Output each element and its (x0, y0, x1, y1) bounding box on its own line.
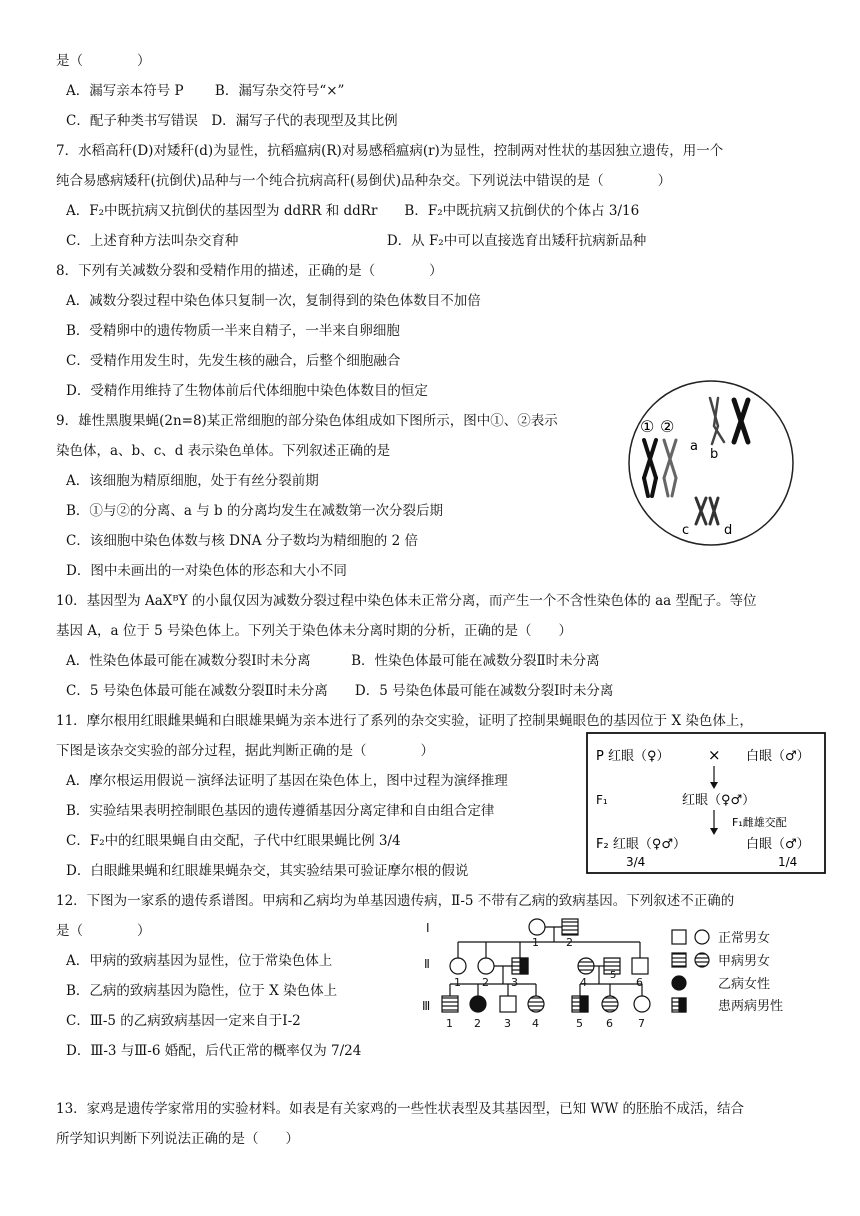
q8-option-d: D．受精作用维持了生物体前后代体细胞中染色体数目的恒定 (66, 383, 428, 399)
q6-options-cd: C．配子种类书写错误 D．漏写子代的表现型及其比例 (66, 113, 398, 129)
ratio-red: 3/4 (626, 855, 646, 869)
chromosome-cd (696, 498, 718, 524)
III-1-number: 1 (446, 1017, 453, 1030)
chromosome-2 (664, 440, 676, 496)
III-4-number: 4 (532, 1017, 539, 1030)
q8-option-b: B．受精卵中的遗传物质一半来自精子，一半来自卵细胞 (66, 323, 400, 339)
q12-option-a: A．甲病的致病基因为显性，位于常染色体上 (66, 953, 333, 969)
q12-stem-2: 是（ ） (56, 923, 151, 939)
III-3-number: 3 (504, 1017, 511, 1030)
II-2-number: 2 (482, 976, 489, 989)
q11-stem: 11．摩尔根用红眼雌果蝇和白眼雄果蝇为亲本进行了系列的杂交实验，证明了控制果蝇眼色的基因位于 X 染色体上， (56, 713, 753, 729)
III-7-number: 7 (638, 1017, 645, 1030)
ratio-white: 1/4 (778, 855, 798, 869)
q7-stem-2: 纯合易感病矮秆(抗倒伏)品种与一个纯合抗病高秆(易倒伏)品种杂交。下列说法中错误的是（ ） (56, 173, 672, 189)
chromosome-1 (644, 440, 656, 496)
chromosome-ab (710, 398, 724, 444)
q9-option-a: A．该细胞为精原细胞，处于有丝分裂前期 (66, 473, 319, 489)
II-1-number: 1 (454, 976, 461, 989)
q8-option-c: C．受精作用发生时，先发生核的融合，后整个细胞融合 (66, 353, 401, 369)
label-chromosome-1: ① (640, 417, 655, 436)
q9-option-b: B．①与②的分离、a 与 b 的分离均发生在减数第一次分裂后期 (66, 503, 443, 519)
p-red-eye: P 红眼（♀） (596, 749, 670, 764)
III-3-male (500, 996, 516, 1012)
I-1-female (529, 919, 545, 935)
gen-I-label: Ⅰ (426, 921, 430, 935)
f1-label: F₁ (596, 793, 608, 807)
label-chromatid-d: d (724, 523, 733, 538)
q10-options-ab: A．性染色体最可能在减数分裂Ⅰ时未分离 B．性染色体最可能在减数分裂Ⅱ时未分离 (66, 653, 600, 669)
label-chromosome-2: ② (660, 417, 675, 436)
III-1-male-disease-a (442, 996, 458, 1012)
q9-option-c: C．该细胞中染色体数与核 DNA 分子数均为精细胞的 2 倍 (66, 533, 418, 549)
III-7-female (634, 996, 650, 1012)
f2-red-eye: F₂ 红眼（♀♂） (596, 837, 686, 852)
p-white-eye: 白眼（♂） (746, 749, 810, 764)
III-2-number: 2 (474, 1017, 481, 1030)
III-6-female-disease-a (602, 996, 618, 1012)
q10-options-cd: C．5 号染色体最可能在减数分裂Ⅱ时未分离 D．5 号染色体最可能在减数分裂Ⅰ时未分离 (66, 683, 614, 699)
II-4-number: 4 (580, 976, 587, 989)
q9-option-d: D．图中未画出的一对染色体的形态和大小不同 (66, 563, 347, 579)
q12-option-b: B．乙病的致病基因为隐性，位于 X 染色体上 (66, 983, 338, 999)
q9-stem: 9．雄性黑腹果蝇(2n=8)某正常细胞的部分染色体组成如下图所示，图中①、②表示 (56, 413, 558, 429)
II-6-number: 6 (636, 976, 643, 989)
q7-stem: 7．水稻高秆(D)对矮秆(d)为显性，抗稻瘟病(R)对易感稻瘟病(r)为显性，控制两对性状的基因独立遗传，用一个 (56, 143, 724, 159)
III-4-female-disease-a (528, 996, 544, 1012)
II-2-female (478, 958, 494, 974)
chromosome-dark-right (734, 400, 748, 442)
q11-option-a: A．摩尔根运用假说－演绎法证明了基因在染色体上，图中过程为演绎推理 (66, 773, 508, 789)
gen-II-label: Ⅱ (424, 957, 430, 971)
q10-stem: 10．基因型为 AaXᴮY 的小鼠仅因为减数分裂过程中染色体未正常分离，而产生一个不含性染色体的 aa 型配子。等位 (56, 593, 757, 609)
q12-stem: 12．下图为一家系的遗传系谱图。甲病和乙病均为单基因遗传病，Ⅱ-5 不带有乙病的致病基因。下列叙述不正确的 (56, 893, 735, 909)
f1-red-eye: 红眼（♀♂） (682, 793, 756, 808)
q10-stem-2: 基因 A，a 位于 5 号染色体上。下列关于染色体未分离时期的分析，正确的是（ ） (56, 623, 573, 639)
q9-stem-2: 染色体，a、b、c、d 表示染色单体。下列叙述正确的是 (56, 443, 391, 459)
q12-option-d: D．Ⅲ-3 与Ⅲ-6 婚配，后代正常的概率仅为 7/24 (66, 1043, 362, 1059)
q11-option-d: D．白眼雌果蝇和红眼雄果蝇杂交，其实验结果可验证摩尔根的假说 (66, 863, 469, 879)
legend-disease-b: 乙病女性 (718, 977, 771, 992)
q6-stem-end: 是（ ） (56, 53, 151, 69)
I-2-number: 2 (566, 936, 573, 949)
I-1-number: 1 (532, 936, 539, 949)
cell-diagram (626, 378, 796, 548)
q11-stem-2: 下图是该杂交实验的部分过程，据此判断正确的是（ ） (56, 743, 434, 759)
II-5-number: 5 (610, 970, 617, 981)
III-5-number: 5 (576, 1017, 583, 1030)
I-2-male-disease-a (562, 919, 578, 935)
legend-both: 患两病男性 (718, 999, 784, 1014)
gen-III-label: Ⅲ (422, 999, 431, 1013)
q11-option-b: B．实验结果表明控制眼色基因的遗传遵循基因分离定律和自由组合定律 (66, 803, 495, 819)
III-2-female-disease-b (470, 996, 486, 1012)
cross-symbol: × (708, 746, 721, 764)
q13-stem: 13．家鸡是遗传学家常用的实验材料。如表是有关家鸡的一些性状表型及其基因型，已知 WW 的胚胎不成活，结合 (56, 1101, 745, 1117)
II-6-male (632, 958, 648, 974)
label-chromatid-b: b (710, 447, 719, 462)
q7-options-ab: A．F₂中既抗病又抗倒伏的基因型为 ddRR 和 ddRr B．F₂中既抗病又抗倒伏的个体占 3/16 (66, 203, 640, 219)
q8-option-a: A．减数分裂过程中染色体只复制一次，复制得到的染色体数目不加倍 (66, 293, 481, 309)
cross-diagram (586, 732, 826, 874)
II-1-female (450, 958, 466, 974)
label-chromatid-c: c (682, 523, 690, 538)
q8-stem: 8．下列有关减数分裂和受精作用的描述，正确的是（ ） (56, 263, 443, 279)
q13-stem-2: 所学知识判断下列说法正确的是（ ） (56, 1131, 299, 1147)
q12-option-c: C．Ⅲ-5 的乙病致病基因一定来自于Ⅰ-2 (66, 1013, 301, 1029)
label-chromatid-a: a (690, 439, 698, 454)
legend-normal: 正常男女 (718, 931, 771, 946)
f1-mating: F₁雌雄交配 (732, 816, 787, 829)
q7-options-cd: C．上述育种方法叫杂交育种 D．从 F₂中可以直接选育出矮秆抗病新品种 (66, 233, 647, 249)
pedigree-chart (420, 912, 820, 1036)
II-3-number: 3 (511, 976, 518, 989)
q6-options-ab: A．漏写亲本符号 P B．漏写杂交符号“×” (66, 83, 345, 99)
II-4-female-disease-a (578, 958, 594, 974)
q11-option-c: C．F₂中的红眼果蝇自由交配，子代中红眼果蝇比例 3/4 (66, 833, 401, 849)
legend-disease-a: 甲病男女 (718, 954, 771, 969)
III-6-number: 6 (606, 1017, 613, 1030)
f2-white-eye: 白眼（♂） (746, 837, 810, 852)
